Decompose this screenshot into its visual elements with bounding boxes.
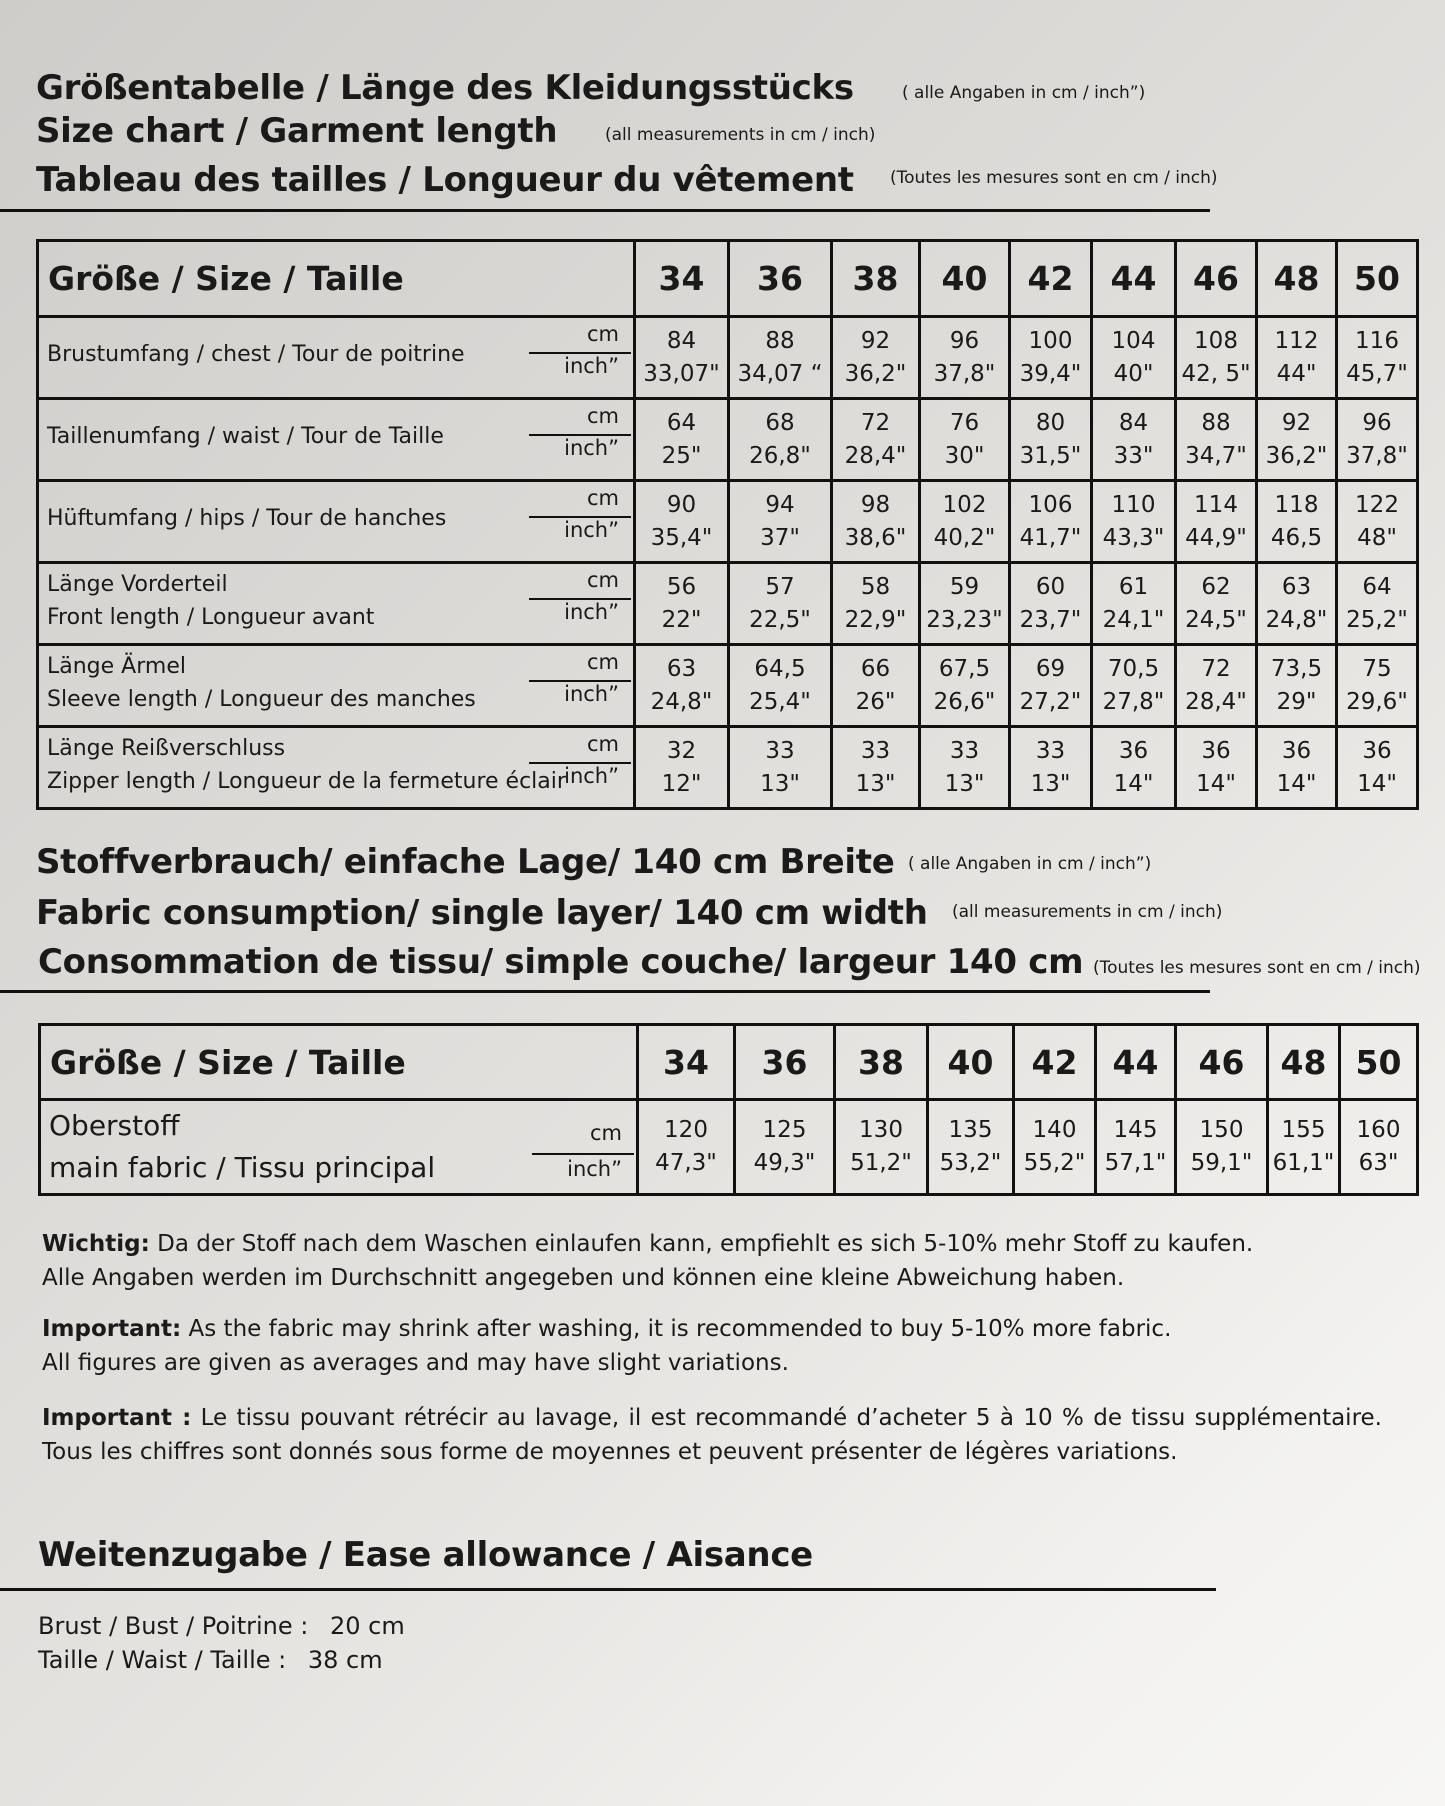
- size-col-header: 42: [1010, 241, 1092, 317]
- value-inch: 33,07": [643, 360, 720, 387]
- size-value-cell: [1337, 399, 1418, 481]
- ease-waist: [38, 1646, 383, 1674]
- size-value-cell: [635, 317, 729, 399]
- value-cm: 58: [860, 573, 891, 600]
- fabric-value-cell: [1268, 1100, 1340, 1195]
- value-cm: 32: [666, 737, 697, 764]
- value-inch: 63": [1358, 1150, 1399, 1176]
- size-value-cell: [635, 563, 729, 645]
- size-value-cell: [1257, 563, 1337, 645]
- value-cm: 118: [1274, 491, 1319, 518]
- value-inch: 47,3": [655, 1150, 717, 1176]
- fabric-row: [40, 1100, 1418, 1195]
- size-value-cell: [729, 399, 832, 481]
- value-inch: 14": [1113, 770, 1154, 797]
- value-inch: 14": [1196, 770, 1236, 797]
- size-value-cell: [832, 481, 920, 563]
- size-value-cell: [1010, 317, 1092, 399]
- value-inch: 12": [661, 770, 702, 797]
- size-col-header: 50: [1337, 241, 1418, 317]
- value-cm: 116: [1355, 327, 1399, 354]
- fabric-table: [38, 1023, 1419, 1196]
- value-inch: 37,8": [1346, 442, 1408, 469]
- value-inch: 14": [1357, 770, 1397, 797]
- size-table-row: [38, 563, 1418, 645]
- unit-cm: cm: [586, 650, 619, 674]
- value-inch: 22": [661, 606, 702, 633]
- value-inch: 22,9": [844, 606, 907, 633]
- fabric-row-label: [40, 1100, 638, 1195]
- value-cm: 88: [1201, 409, 1231, 436]
- size-value-cell: [1337, 317, 1418, 399]
- ease-bust-value: 20 cm: [329, 1612, 405, 1640]
- unit-cm: cm: [586, 322, 619, 346]
- ease-bust-label: Brust / Bust / Poitrine :: [38, 1612, 309, 1640]
- fabric-label-line2: main fabric / Tissu principal: [49, 1151, 436, 1184]
- value-inch: 46,5: [1270, 524, 1323, 551]
- size-table-header: [38, 241, 1418, 317]
- unit-cm: cm: [586, 732, 619, 756]
- ease-title: Weitenzugabe / Ease allowance / Aisance: [38, 1535, 813, 1575]
- size-col-header: 50: [1340, 1025, 1418, 1100]
- value-inch: 28,4": [844, 442, 907, 469]
- size-value-cell: [1092, 645, 1176, 727]
- value-cm: 122: [1355, 491, 1399, 518]
- measurement-label: [38, 481, 635, 563]
- measurement-label: [38, 399, 635, 481]
- size-table-row: [38, 317, 1418, 399]
- unit-divider: [532, 1153, 634, 1155]
- fabric-value-cell: [735, 1100, 835, 1195]
- measurement-label-line1: Brustumfang / chest / Tour de poitrine: [47, 342, 465, 367]
- ease-underline: [0, 1588, 1216, 1591]
- size-header-label: Größe / Size / Taille: [38, 241, 635, 317]
- note-en-text2: All figures are given as averages and may have slight variations.: [42, 1350, 789, 1376]
- value-inch: 39,4": [1019, 360, 1082, 387]
- fabric-header-label: Größe / Size / Taille: [40, 1025, 638, 1100]
- ease-waist-label: Taille / Waist / Taille :: [38, 1646, 287, 1674]
- size-value-cell: [1176, 481, 1257, 563]
- measurement-label: [38, 727, 635, 809]
- size-value-cell: [729, 317, 832, 399]
- unit-inch: inch”: [564, 682, 619, 706]
- value-inch: 57,1": [1104, 1150, 1167, 1176]
- size-value-cell: [1092, 481, 1176, 563]
- value-cm: 64: [1362, 573, 1392, 600]
- size-col-header: 46: [1176, 1025, 1268, 1100]
- value-cm: 69: [1035, 655, 1066, 682]
- size-col-header: 44: [1096, 1025, 1176, 1100]
- value-inch: 24,5": [1185, 606, 1247, 633]
- measurement-label-line2: Zipper length / Longueur de la fermeture éclair: [47, 769, 566, 794]
- measurement-label-line1: Hüftumfang / hips / Tour de hanches: [47, 506, 447, 531]
- fabric-title-underline: [0, 990, 1210, 993]
- title-underline: [0, 209, 1210, 212]
- value-inch: 31,5": [1019, 442, 1082, 469]
- size-table-row: [38, 645, 1418, 727]
- value-cm: 90: [666, 491, 697, 518]
- value-cm: 67,5: [938, 655, 991, 682]
- measurement-label-line2: Sleeve length / Longueur des manches: [47, 687, 476, 712]
- value-cm: 98: [860, 491, 891, 518]
- value-cm: 150: [1199, 1117, 1244, 1143]
- size-value-cell: [920, 645, 1010, 727]
- value-cm: 155: [1281, 1117, 1326, 1143]
- unit-inch: inch”: [564, 764, 619, 788]
- value-inch: 23,23": [926, 606, 1003, 633]
- size-value-cell: [1257, 645, 1337, 727]
- size-value-cell: [832, 727, 920, 809]
- value-inch: 37": [760, 524, 800, 551]
- value-cm: 108: [1194, 327, 1238, 354]
- value-inch: 22,5": [749, 606, 811, 633]
- note-en: [42, 1312, 1402, 1380]
- size-col-header: 40: [928, 1025, 1014, 1100]
- size-value-cell: [729, 481, 832, 563]
- value-cm: 36: [1362, 737, 1392, 764]
- size-value-cell: [1092, 399, 1176, 481]
- value-cm: 140: [1032, 1117, 1077, 1143]
- value-cm: 92: [1281, 409, 1312, 436]
- value-cm: 33: [765, 737, 795, 764]
- value-cm: 56: [666, 573, 697, 600]
- size-value-cell: [1010, 727, 1092, 809]
- value-inch: 61,1": [1272, 1150, 1335, 1176]
- value-cm: 106: [1028, 491, 1073, 518]
- value-inch: 51,2": [850, 1150, 912, 1176]
- size-value-cell: [1010, 399, 1092, 481]
- size-col-header: 36: [735, 1025, 835, 1100]
- value-cm: 125: [762, 1117, 807, 1143]
- note-en-bold: Important:: [42, 1316, 182, 1342]
- size-value-cell: [1010, 481, 1092, 563]
- value-cm: 72: [1201, 655, 1231, 682]
- size-value-cell: [1092, 727, 1176, 809]
- value-inch: 48": [1357, 524, 1397, 551]
- size-value-cell: [1257, 727, 1337, 809]
- value-cm: 33: [949, 737, 980, 764]
- value-cm: 120: [664, 1117, 708, 1143]
- size-table-row: [38, 481, 1418, 563]
- value-inch: 29,6": [1346, 688, 1408, 715]
- value-inch: 27,8": [1102, 688, 1165, 715]
- size-value-cell: [1092, 563, 1176, 645]
- size-value-cell: [1092, 317, 1176, 399]
- size-chart-note-de: ( alle Angaben in cm / inch”): [902, 83, 1146, 103]
- value-cm: 114: [1194, 491, 1238, 518]
- fabric-note-fr: (Toutes les mesures sont en cm / inch): [1093, 958, 1421, 978]
- ease-waist-value: 38 cm: [307, 1646, 383, 1674]
- note-de-text: Da der Stoff nach dem Waschen einlaufen kann, empfiehlt es sich 5-10% mehr Stoff zu kaufen.: [149, 1231, 1254, 1257]
- size-col-header: 42: [1014, 1025, 1096, 1100]
- size-value-cell: [1257, 481, 1337, 563]
- fabric-title-de: Stoffverbrauch/ einfache Lage/ 140 cm Breite: [36, 842, 895, 882]
- size-value-cell: [1337, 563, 1418, 645]
- note-de-text2: Alle Angaben werden im Durchschnitt angegeben und können eine kleine Abweichung haben.: [42, 1265, 1125, 1291]
- value-inch: 29": [1276, 688, 1317, 715]
- value-inch: 26": [855, 688, 896, 715]
- size-value-cell: [920, 399, 1010, 481]
- note-de-bold: Wichtig:: [42, 1231, 150, 1257]
- size-table: [36, 239, 1419, 810]
- value-cm: 33: [1035, 737, 1066, 764]
- measurement-label: [38, 317, 635, 399]
- value-cm: 160: [1356, 1117, 1401, 1143]
- value-cm: 104: [1111, 327, 1156, 354]
- fabric-value-cell: [1014, 1100, 1096, 1195]
- measurement-label: [38, 563, 635, 645]
- value-inch: 13": [1030, 770, 1071, 797]
- size-value-cell: [635, 481, 729, 563]
- value-inch: 40": [1113, 360, 1154, 387]
- size-value-cell: [832, 645, 920, 727]
- size-value-cell: [1257, 317, 1337, 399]
- value-inch: 44,9": [1185, 524, 1247, 551]
- value-cm: 70,5: [1107, 655, 1160, 682]
- size-value-cell: [635, 727, 729, 809]
- size-col-header: 36: [729, 241, 832, 317]
- value-cm: 76: [949, 409, 980, 436]
- fabric-title-fr: Consommation de tissu/ simple couche/ largeur 140 cm: [38, 942, 1084, 982]
- size-col-header: 48: [1257, 241, 1337, 317]
- value-cm: 135: [948, 1117, 993, 1143]
- value-cm: 33: [860, 737, 891, 764]
- value-inch: 36,2": [844, 360, 907, 387]
- value-inch: 55,2": [1023, 1150, 1086, 1176]
- value-inch: 24,8": [1265, 606, 1328, 633]
- value-cm: 110: [1111, 491, 1156, 518]
- measurement-label-line1: Länge Reißverschluss: [47, 736, 286, 761]
- size-table-row: [38, 727, 1418, 809]
- unit-cm: cm: [586, 404, 619, 428]
- size-value-cell: [729, 563, 832, 645]
- fabric-value-cell: [1340, 1100, 1418, 1195]
- value-inch: 25,2": [1346, 606, 1408, 633]
- value-cm: 80: [1035, 409, 1066, 436]
- value-cm: 63: [666, 655, 697, 682]
- value-inch: 45,7": [1346, 360, 1408, 387]
- size-col-header: 48: [1268, 1025, 1340, 1100]
- value-inch: 25,4": [749, 688, 811, 715]
- value-inch: 24,1": [1102, 606, 1165, 633]
- value-inch: 23,7": [1019, 606, 1082, 633]
- size-value-cell: [832, 399, 920, 481]
- value-inch: 25": [661, 442, 702, 469]
- value-cm: 61: [1118, 573, 1149, 600]
- size-col-header: 34: [635, 241, 729, 317]
- value-cm: 88: [765, 327, 795, 354]
- size-value-cell: [729, 645, 832, 727]
- size-chart-title-fr: Tableau des tailles / Longueur du vêtement: [36, 160, 854, 200]
- size-col-header: 46: [1176, 241, 1257, 317]
- size-chart-title-en: Size chart / Garment length: [36, 111, 558, 151]
- value-inch: 43,3": [1102, 524, 1165, 551]
- value-inch: 53,2": [939, 1150, 1002, 1176]
- unit-inch: inch”: [564, 600, 619, 624]
- value-cm: 68: [765, 409, 795, 436]
- value-cm: 96: [949, 327, 980, 354]
- size-value-cell: [832, 317, 920, 399]
- size-value-cell: [920, 563, 1010, 645]
- unit-cm: cm: [586, 486, 619, 510]
- size-value-cell: [1010, 563, 1092, 645]
- size-value-cell: [1176, 317, 1257, 399]
- size-value-cell: [1176, 399, 1257, 481]
- value-inch: 13": [760, 770, 800, 797]
- unit-inch: inch”: [564, 354, 619, 378]
- value-inch: 37,8": [933, 360, 996, 387]
- value-cm: 36: [1118, 737, 1149, 764]
- fabric-note-en: (all measurements in cm / inch): [952, 902, 1223, 922]
- value-inch: 13": [944, 770, 985, 797]
- measurement-label-line1: Taillenumfang / waist / Tour de Taille: [47, 424, 444, 449]
- size-value-cell: [1176, 645, 1257, 727]
- value-inch: 26,6": [933, 688, 996, 715]
- measurement-label: [38, 645, 635, 727]
- size-col-header: 44: [1092, 241, 1176, 317]
- size-col-header: 34: [638, 1025, 735, 1100]
- value-inch: 40,2": [933, 524, 996, 551]
- value-cm: 84: [1118, 409, 1149, 436]
- size-value-cell: [635, 399, 729, 481]
- value-cm: 59: [949, 573, 980, 600]
- value-cm: 62: [1201, 573, 1231, 600]
- value-cm: 72: [860, 409, 891, 436]
- size-chart-note-fr: (Toutes les mesures sont en cm / inch): [890, 168, 1218, 188]
- value-cm: 75: [1362, 655, 1392, 682]
- value-cm: 92: [860, 327, 891, 354]
- size-value-cell: [920, 317, 1010, 399]
- value-cm: 112: [1274, 327, 1319, 354]
- unit-inch: inch”: [564, 518, 619, 542]
- value-inch: 14": [1276, 770, 1317, 797]
- measurement-label-line2: Front length / Longueur avant: [47, 605, 375, 630]
- value-cm: 102: [942, 491, 987, 518]
- value-inch: 13": [855, 770, 896, 797]
- value-inch: 34,7": [1185, 442, 1247, 469]
- fabric-label-line1: Oberstoff: [49, 1109, 180, 1142]
- value-cm: 64,5: [754, 655, 806, 682]
- note-fr: [42, 1401, 1382, 1469]
- fabric-title-en: Fabric consumption/ single layer/ 140 cm width: [36, 893, 928, 933]
- size-value-cell: [832, 563, 920, 645]
- size-chart-title-de: Größentabelle / Länge des Kleidungsstücks: [36, 68, 854, 108]
- note-de: [42, 1227, 1402, 1295]
- value-inch: 30": [944, 442, 985, 469]
- value-cm: 84: [666, 327, 697, 354]
- size-col-header: 38: [835, 1025, 928, 1100]
- value-cm: 36: [1281, 737, 1312, 764]
- value-cm: 73,5: [1270, 655, 1323, 682]
- size-value-cell: [1337, 727, 1418, 809]
- value-cm: 57: [765, 573, 795, 600]
- size-col-header: 40: [920, 241, 1010, 317]
- size-chart-note-en: (all measurements in cm / inch): [605, 125, 876, 145]
- value-cm: 130: [859, 1117, 903, 1143]
- fabric-value-cell: [835, 1100, 928, 1195]
- size-value-cell: [1337, 645, 1418, 727]
- measurement-label-line1: Länge Ärmel: [47, 654, 186, 679]
- value-inch: 35,4": [650, 524, 713, 551]
- size-col-header: 38: [832, 241, 920, 317]
- unit-cm: cm: [586, 568, 619, 592]
- size-value-cell: [920, 727, 1010, 809]
- size-value-cell: [635, 645, 729, 727]
- value-inch: 27,2": [1019, 688, 1082, 715]
- fabric-table-header: [40, 1025, 1418, 1100]
- size-value-cell: [1257, 399, 1337, 481]
- value-inch: 33": [1113, 442, 1154, 469]
- note-fr-text: Le tissu pouvant rétrécir au lavage, il est recommandé d’acheter 5 à 10 % de tissu supplémentaire. Tous les chiffres sont donnés sous forme de moyennes et peuvent présenter de légères variations.: [42, 1405, 1382, 1465]
- size-value-cell: [920, 481, 1010, 563]
- value-cm: 100: [1028, 327, 1073, 354]
- note-fr-bold: Important :: [42, 1405, 192, 1431]
- fabric-value-cell: [928, 1100, 1014, 1195]
- ease-bust: [38, 1612, 405, 1640]
- value-cm: 60: [1035, 573, 1066, 600]
- fabric-value-cell: [638, 1100, 735, 1195]
- value-inch: 36,2": [1265, 442, 1328, 469]
- value-inch: 34,07 “: [737, 360, 823, 387]
- size-value-cell: [1010, 645, 1092, 727]
- size-value-cell: [1176, 727, 1257, 809]
- value-inch: 38,6": [844, 524, 907, 551]
- size-table-row: [38, 399, 1418, 481]
- value-cm: 94: [765, 491, 795, 518]
- note-en-text: As the fabric may shrink after washing, it is recommended to buy 5-10% more fabric.: [181, 1316, 1172, 1342]
- value-cm: 145: [1113, 1117, 1158, 1143]
- value-cm: 64: [666, 409, 697, 436]
- size-value-cell: [1337, 481, 1418, 563]
- measurement-label-line1: Länge Vorderteil: [47, 572, 228, 597]
- value-inch: 41,7": [1019, 524, 1082, 551]
- size-value-cell: [1176, 563, 1257, 645]
- value-cm: 63: [1281, 573, 1312, 600]
- value-inch: 28,4": [1185, 688, 1247, 715]
- value-inch: 49,3": [753, 1150, 816, 1176]
- unit-cm: cm: [589, 1121, 622, 1145]
- value-inch: 26,8": [749, 442, 811, 469]
- unit-inch: inch”: [564, 436, 619, 460]
- value-inch: 59,1": [1190, 1150, 1253, 1176]
- fabric-value-cell: [1096, 1100, 1176, 1195]
- fabric-value-cell: [1176, 1100, 1268, 1195]
- unit-inch: inch”: [567, 1157, 622, 1181]
- value-inch: 42, 5": [1181, 360, 1251, 387]
- value-cm: 96: [1362, 409, 1392, 436]
- value-inch: 44": [1276, 360, 1317, 387]
- fabric-note-de: ( alle Angaben in cm / inch”): [908, 854, 1152, 874]
- value-cm: 66: [860, 655, 891, 682]
- size-value-cell: [729, 727, 832, 809]
- value-inch: 24,8": [650, 688, 713, 715]
- value-cm: 36: [1201, 737, 1231, 764]
